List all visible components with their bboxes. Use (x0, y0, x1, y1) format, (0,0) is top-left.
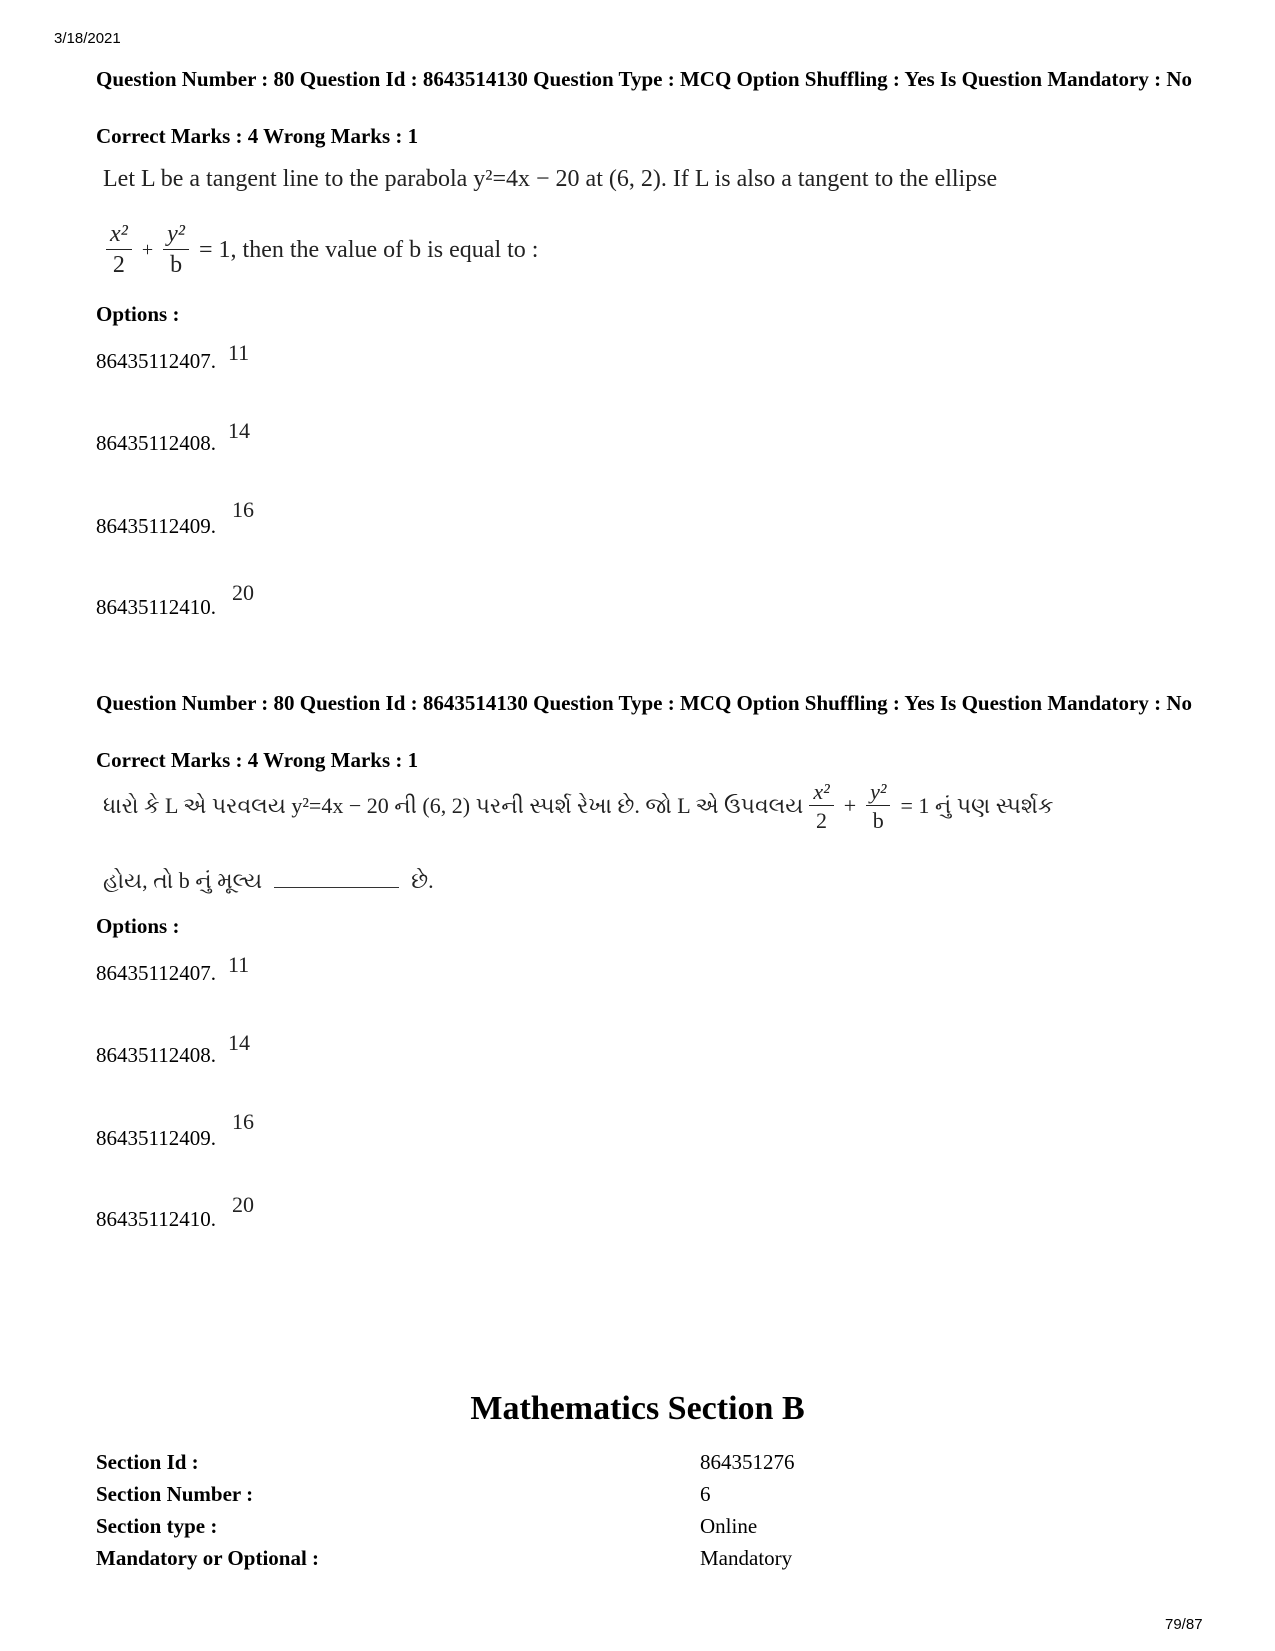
section-type-label: Section type : (96, 1514, 218, 1538)
fraction-numerator: y² (163, 222, 189, 250)
fraction-numerator: y² (866, 780, 890, 806)
fraction-y2-over-b (866, 780, 890, 832)
option-value: 14 (227, 418, 250, 443)
question-marks: Correct Marks : 4 Wrong Marks : 1 (96, 748, 419, 772)
option-id: 86435112409. (96, 514, 216, 538)
option-row[interactable] (96, 340, 250, 373)
question-header: Question Number : 80 Question Id : 8643514130 Question Type : MCQ Option Shuffling : Yes Is Question Mandatory : No (96, 67, 1192, 91)
option-value: 14 (227, 1030, 250, 1055)
fraction-x2-over-2 (106, 222, 132, 278)
option-row[interactable] (96, 497, 254, 538)
question-header: Question Number : 80 Question Id : 8643514130 Question Type : MCQ Option Shuffling : Yes Is Question Mandatory : No (96, 691, 1192, 715)
fraction-denominator: 2 (112, 252, 125, 279)
fraction-denominator: b (170, 252, 183, 279)
question-text-post: છે. (411, 868, 434, 893)
option-value: 16 (231, 497, 254, 522)
option-row[interactable] (96, 418, 250, 455)
option-id: 86435112407. (96, 349, 216, 373)
fraction-numerator: x² (106, 222, 132, 250)
options-label: Options : (96, 302, 180, 326)
fraction-y2-over-b (163, 222, 189, 278)
option-id: 86435112410. (96, 595, 216, 619)
section-id-label: Section Id : (96, 1450, 199, 1474)
option-id: 86435112408. (96, 431, 216, 455)
section-type-value: Online (700, 1514, 758, 1538)
option-row[interactable] (96, 1109, 254, 1150)
question-text-post: = 1 નું પણ સ્પર્શક (900, 793, 1054, 819)
options-label: Options : (96, 914, 180, 938)
plus-sign: + (141, 238, 154, 261)
mandatory-value: Mandatory (700, 1546, 793, 1570)
question-marks: Correct Marks : 4 Wrong Marks : 1 (96, 124, 419, 148)
question-text-pre: હોય, તો b નું મૂલ્ય (103, 868, 263, 893)
question-text-line1: Let L be a tangent line to the parabola y²=4x − 20 at (6, 2). If L is also a tangent to the ellipse (103, 166, 998, 192)
question-text-line1 (103, 780, 1053, 832)
question-text-rest: = 1, then the value of b is equal to : (199, 236, 539, 263)
option-value: 16 (231, 1109, 254, 1134)
page-number: 79/87 (1165, 1616, 1203, 1633)
option-row[interactable] (96, 1030, 250, 1067)
option-row[interactable] (96, 1192, 254, 1231)
section-title: Mathematics Section B (470, 1390, 805, 1427)
option-id: 86435112409. (96, 1126, 216, 1150)
mandatory-label: Mandatory or Optional : (96, 1546, 320, 1570)
option-value: 11 (227, 340, 250, 365)
option-value: 20 (231, 1192, 254, 1217)
option-row[interactable] (96, 580, 254, 619)
option-id: 86435112408. (96, 1043, 216, 1067)
question-text-pre: ધારો કે L એ પરવલય y²=4x − 20 ની (6, 2) પરની સ્પર્શ રેખા છે. જો L એ ઉપવલય (103, 793, 804, 819)
fraction-x2-over-2 (809, 780, 833, 832)
plus-sign: + (843, 793, 857, 819)
option-value: 11 (227, 952, 250, 977)
fraction-numerator: x² (809, 780, 833, 806)
question-text-line2 (100, 222, 538, 278)
option-id: 86435112407. (96, 961, 216, 985)
fraction-denominator: 2 (816, 808, 827, 834)
section-id-value: 864351276 (700, 1450, 795, 1474)
question-text-line2 (103, 868, 434, 894)
option-id: 86435112410. (96, 1207, 216, 1231)
page-date: 3/18/2021 (54, 30, 121, 47)
option-value: 20 (231, 580, 254, 605)
section-number-label: Section Number : (96, 1482, 254, 1506)
answer-blank (274, 887, 399, 888)
section-number-value: 6 (700, 1482, 711, 1506)
option-row[interactable] (96, 952, 250, 985)
fraction-denominator: b (872, 808, 884, 834)
